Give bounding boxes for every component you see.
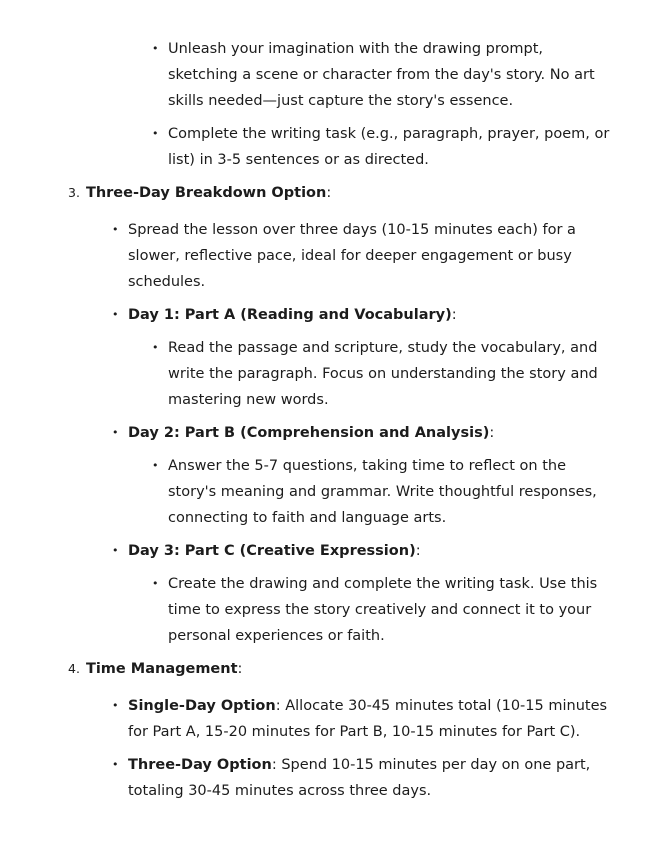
bullet-icon: • <box>112 426 119 439</box>
list-item <box>112 302 612 328</box>
bullet-icon: • <box>112 758 119 771</box>
list-item <box>152 453 612 531</box>
option-text <box>128 752 612 804</box>
bullet-icon: • <box>112 308 119 321</box>
list-item <box>112 217 612 295</box>
option-label: Three-Day Option <box>128 757 272 773</box>
option-text <box>128 693 612 745</box>
bullet-icon: • <box>152 42 159 55</box>
bullet-icon: • <box>152 127 159 140</box>
day-title-colon: : <box>451 307 457 323</box>
list-item-text: Answer the 5-7 questions, taking time to reflect on the story's meaning and grammar. Write thoughtful responses, connecting to faith and language arts. <box>168 458 597 526</box>
list-item <box>152 571 612 649</box>
list-item <box>112 420 612 446</box>
option-label: Single-Day Option <box>128 698 276 714</box>
list-item <box>112 752 612 804</box>
option-detail: Allocate 30-45 minutes total (10-15 minutes for Part A, 15-20 minutes for Part B, 10-15 minutes for Part C). <box>128 698 608 740</box>
section-title: Time Management <box>85 661 238 677</box>
bullet-icon: • <box>152 341 159 354</box>
bullet-icon: • <box>112 223 119 236</box>
section-heading <box>68 656 612 682</box>
list-item <box>152 335 612 413</box>
day-heading <box>128 538 612 564</box>
day-title-colon: : <box>415 543 421 559</box>
day-heading <box>128 302 612 328</box>
bullet-icon: • <box>152 577 159 590</box>
section-number: 4. <box>68 661 80 676</box>
day-title-colon: : <box>489 425 495 441</box>
list-item-text: Unleash your imagination with the drawing prompt, sketching a scene or character from the day's story. No art skills needed—just capture the story's essence. <box>168 41 595 109</box>
day-title: Day 1: Part A (Reading and Vocabulary) <box>128 307 452 323</box>
list-item-text: Create the drawing and complete the writing task. Use this time to express the story creatively and connect it to your personal experiences or faith. <box>168 576 598 644</box>
day-title: Day 2: Part B (Comprehension and Analysis) <box>128 425 490 441</box>
bullet-icon: • <box>152 459 159 472</box>
section-title-colon: : <box>237 661 243 677</box>
day-heading <box>128 420 612 446</box>
option-separator: : <box>271 757 282 773</box>
list-item <box>112 538 612 564</box>
section-number: 3. <box>68 185 80 200</box>
list-item <box>152 121 612 173</box>
list-item-text: Read the passage and scripture, study the vocabulary, and write the paragraph. Focus on understanding the story and mastering new words. <box>168 340 598 408</box>
section-title: Three-Day Breakdown Option <box>85 185 327 201</box>
day-title: Day 3: Part C (Creative Expression) <box>128 543 416 559</box>
section-heading <box>68 180 612 206</box>
list-item-text: Complete the writing task (e.g., paragraph, prayer, poem, or list) in 3-5 sentences or as directed. <box>168 126 610 168</box>
bullet-icon: • <box>112 544 119 557</box>
section-title-colon: : <box>326 185 332 201</box>
list-item-text: Spread the lesson over three days (10-15 minutes each) for a slower, reflective pace, ideal for deeper engagement or busy schedules. <box>128 222 576 290</box>
list-item <box>112 693 612 745</box>
bullet-icon: • <box>112 699 119 712</box>
option-separator: : <box>275 698 286 714</box>
list-item <box>152 36 612 114</box>
option-detail: Spend 10-15 minutes per day on one part, totaling 30-45 minutes across three days. <box>128 757 591 799</box>
